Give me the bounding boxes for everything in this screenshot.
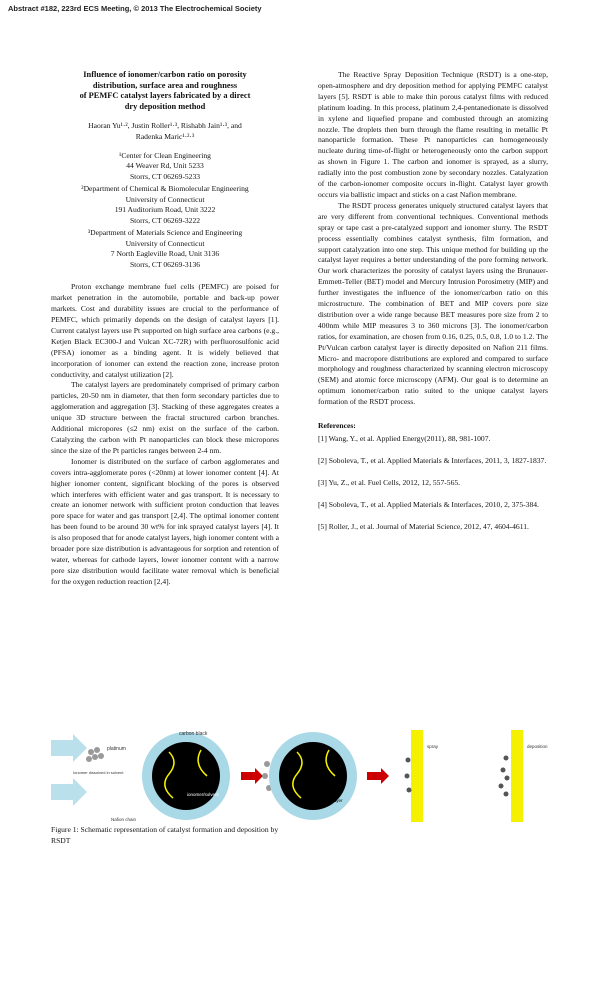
body-paragraph: Proton exchange membrane fuel cells (PEMFC) are poised for market penetration in the automobile, portable and back-up power markets. Cost and durability issues are crucial to the performance of PEMFC, which primarily depends on the design of catalyst layers [1]. Current catalyst layers use Pt supported on high surface area carbons (e.g., Ketjen Black EC300-J and Vulcan XC-72R) with perfluorosulfonic acid (PFSA) ionomer as a binding agent. It is widely believed that incorporation of ionomer can extend the reaction zone, increase proton conductivity, and catalyst utilization [2].: [51, 282, 279, 379]
references-heading: References:: [318, 421, 356, 431]
figure-caption: Figure 1: Schematic representation of catalyst formation and deposition by RSDT: [51, 825, 279, 845]
process-arrow-icon: [241, 768, 263, 784]
label-carbon-black: carbon black: [179, 731, 208, 737]
body-paragraph: Ionomer is distributed on the surface of carbon agglomerates and covers intra-agglomerate pores (<20nm) at lower ionomer content [4]. At higher ionomer content, significant blocking of the pores is observed which interferes with efficient water and gas transport. It is necessary to create an ionomer network with sufficient proton conduction that leaves pore space for water and gas transport [2,4]. The optimal ionomer content has been found to be around 30 wt% for ink sprayed catalyst layers [4]. It is also proposed that for anode catalyst layers, high ionomer content with a broader pore size distribution is advantageous for sorption and retention of water, whereas for cathode layers, lower ionomer content with a narrow pore size distribution would facilitate water removal which is beneficial for the oxygen reduction reaction [2,4].: [51, 456, 279, 586]
body-paragraph: The RSDT process generates uniquely structured catalyst layers that are very different from conventional techniques. Conventional methods spray or tape cast a pre-catalyzed support and ionomer slurry. The RSDT process essentially combines catalyst synthesis, film formation, and support catalyzation into one step. This unique method for building up the catalyst layer requires a better understanding of the pore forming network. Our work characterizes the porosity of catalyst layers using the Brunauer-Emmett-Teller (BET) model and Mercury Intrusion Porosimetry (MIP) and further investigates the influence of the ionomer/carbon ratio on this microstructure. The combination of BET and MIP covers pore size distribution over a wide range because BET measures pore size from 2 to 400nm while MIP measures 3 to 360 microns [3]. The ionomer/carbon ratios, for examination, are chosen from 0.16, 0.25, 0.5, 0.8, 1.0 to 1.2. The Pt/Vulcan carbon catalyst layer is directly deposited on Nafion 211 films. Micro- and macropore distributions are explored and compared to surface morphology and roughness characterized by scanning electron microscopy (SEM) and atomic force microscopy (AFM). Our goal is to determine an optimum ionomer/carbon ratio suited to the unique catalyst layers formation of the RSDT process.: [318, 200, 548, 407]
body-paragraph: The Reactive Spray Deposition Technique (RSDT) is a one-step, open-atmosphere and dry deposition method for applying PEMFC catalyst layers [5]. RSDT is able to make thin porous catalyst films with reduced platinum loading. In this process, platinum 2,4-pentanedionate is dissolved in xylene and liquefied propane and combusted through an atomizing nozzle. The droplets then burn through the flame resulting in metallic Pt nanoparticle formation. These Pt nanoparticles can homogeneously nucleate during time-of-flight or heterogeneously onto the carbon support as shown in Figure 1. The carbon and ionomer is sprayed, as a slurry, radially into the post combustion zone by secondary nozzles. Catalyzation of the carbon-ionomer composite occurs in-flight. Catalyst layer growth occurs via ballistic impact and sticks on a cast Nafion membrane.: [318, 70, 548, 199]
label-nafion-chain: Nafion chain: [111, 817, 137, 822]
label-platinum: platinum: [107, 746, 126, 752]
label-spray: spray: [427, 744, 439, 749]
figure-1-schematic: [51, 730, 551, 822]
reference-item: [2] Soboleva, T., et al. Applied Materials & Interfaces, 2011, 3, 1827-1837.: [318, 455, 547, 465]
deposited-particles: [405, 758, 412, 793]
label-ionomer-note: Ionomer dissolved in solvent: [73, 770, 124, 775]
affiliation-3: ³Department of Materials Science and Engineering University of Connecticut 7 North Eagleville Road, Unit 3136 Storrs, CT 06269-3136: [87, 228, 243, 269]
reference-item: [4] Soboleva, T., et al. Applied Materials & Interfaces, 2010, 2, 375-384.: [318, 499, 539, 509]
reference-item: [1] Wang, Y., et al. Applied Energy(2011), 88, 981-1007.: [318, 434, 491, 443]
process-arrow-icon: [367, 768, 389, 784]
page-header: Abstract #182, 223rd ECS Meeting, © 2013 The Electrochemical Society: [8, 4, 262, 13]
nafion-membrane: [511, 730, 523, 822]
reference-item: [3] Yu, Z., et al. Fuel Cells, 2012, 12, 557-565.: [318, 477, 461, 487]
body-paragraph: The catalyst layers are predominately comprised of primary carbon particles, 20-50 nm in diameter, that then form secondary particles due to agglomeration and aggregation [3]. Stacking of these aggregates creates a unique 3D structure between the fractal structured carbon branches. Additional micropores (≤2 nm) exist on the surface of the carbon. Catalyzing the carbon with Pt nanoparticles can block these micropores since the size of the Pt particles ranges between 2-4 nm.: [51, 380, 279, 455]
reference-item: [5] Roller, J., et al. Journal of Material Science, 2012, 47, 4604-4611.: [318, 521, 529, 531]
inlet-arrow-icon: [51, 778, 87, 806]
right-column: [318, 70, 548, 544]
inlet-arrow-icon: [51, 734, 87, 762]
affiliation-1: ¹Center for Clean Engineering 44 Weaver Rd, Unit 5233 Storrs, CT 06269-5233: [119, 150, 211, 181]
paper-title: Influence of ionomer/carbon ratio on porosity distribution, surface area and roughness of PEMFC catalyst layers fabricated by a direct dry deposition method: [79, 70, 251, 111]
nafion-membrane: [411, 730, 423, 822]
label-ionomer-solvent: ionomer/solvent: [187, 792, 219, 797]
deposited-particles: [499, 756, 510, 797]
affiliation-2: ²Department of Chemical & Biomolecular Engineering University of Connecticut 191 Auditorium Road, Unit 3222 Storrs, CT 06269-3222: [81, 184, 249, 225]
left-column: [51, 70, 279, 588]
label-deposition: deposition: [527, 744, 548, 749]
carbon-black-core: [152, 742, 220, 810]
label-ionomer-layer: Ionomer layer: [315, 798, 343, 803]
authors: Haoran Yu¹·², Justin Roller¹·³, Rishabh Jain¹·³, and Radenka Maric¹·²·³: [88, 121, 242, 141]
platinum-particles: [86, 747, 104, 762]
